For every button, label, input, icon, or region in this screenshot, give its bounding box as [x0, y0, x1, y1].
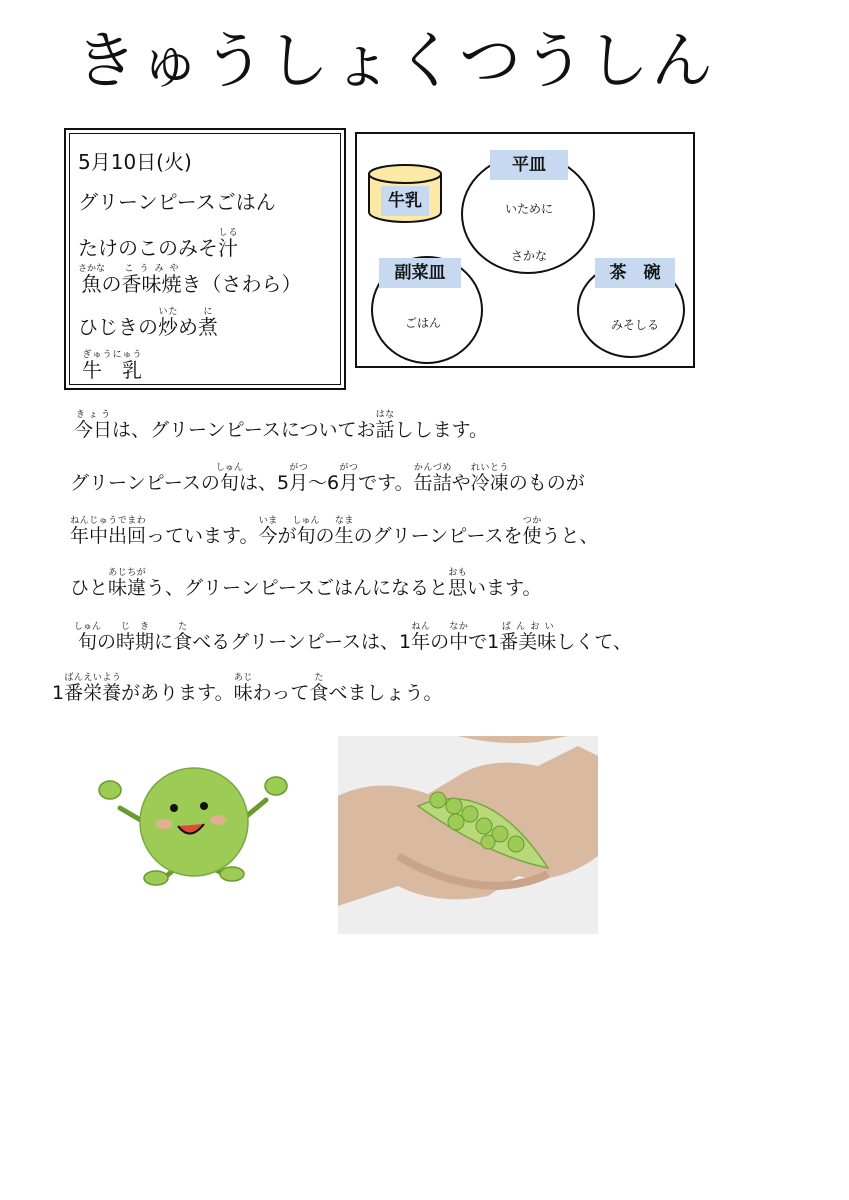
text-segment: は、グリーンピースについてお	[112, 419, 376, 441]
text-segment: き（さわら）	[181, 272, 302, 296]
text-segment: ひじきの	[78, 315, 158, 339]
text-segment: っています。	[146, 525, 259, 547]
menu-item-2	[78, 228, 238, 258]
ruby-word: 冷凍れいとう	[470, 463, 509, 494]
ruby-word: 旬しゅん	[74, 622, 102, 653]
hirazara-label: 平皿	[490, 150, 568, 180]
text-segment: で1	[468, 631, 500, 653]
ruby-word: 今いま	[258, 516, 278, 547]
paragraph-line-2	[70, 463, 585, 493]
text-segment: う、グリーンピースごはんになると	[146, 577, 448, 599]
menu-item-2-text: たけのこのみそ	[78, 236, 218, 260]
tray-diagram	[355, 132, 695, 368]
fukusaizara-label: 副菜皿	[379, 258, 461, 288]
menu-item-4	[78, 307, 218, 337]
ruby-word: 牛 乳ぎゅうにゅう	[82, 350, 142, 382]
text-segment: のものが	[508, 472, 585, 494]
text-segment: べましょう。	[328, 682, 443, 704]
ruby-word: 味あじ	[233, 673, 253, 704]
ruby-word: 炒いた	[158, 307, 178, 339]
pea-pod-photo	[338, 736, 598, 934]
text-segment: は、5	[238, 472, 290, 494]
ruby-word: 魚さかな	[78, 264, 106, 296]
text-segment: しします。	[394, 419, 489, 441]
menu-date: 5月10日(火)	[78, 150, 192, 174]
menu-item-1: グリーンピースごはん	[78, 190, 276, 214]
ruby-word: 話はな	[375, 410, 395, 441]
text-segment: のグリーンピースを	[353, 525, 523, 547]
text-segment: べるグリーンピースは、1	[192, 631, 412, 653]
page-title: きゅうしょくつうしん	[75, 24, 716, 97]
ruby-word: 月がつ	[339, 463, 359, 494]
paragraph-line-5	[74, 622, 632, 652]
text-segment: しくて、	[556, 631, 632, 653]
paragraph-line-1	[74, 410, 488, 440]
menu-item-2-kanji: 汁	[218, 236, 238, 260]
text-segment: です。	[358, 472, 414, 494]
ruby-word: 生なま	[334, 516, 354, 547]
ruby-word: 番美味ばんおい	[499, 622, 557, 653]
text-segment: グリーンピースの	[70, 472, 220, 494]
text-segment: や	[451, 472, 471, 494]
text-segment: の	[315, 525, 335, 547]
ruby-word: 香味焼こうみや	[121, 264, 182, 296]
ruby-word: 食た	[173, 622, 193, 653]
menu-item-3	[78, 264, 302, 294]
menu-item-5	[82, 350, 142, 380]
ruby-word: 缶詰かんづめ	[413, 463, 452, 494]
text-segment: ～6	[308, 472, 340, 494]
text-segment: ひと	[70, 577, 109, 599]
ruby-word: 中なか	[449, 622, 469, 653]
hirazara-text-bottom: さかな	[511, 249, 548, 263]
ruby-word: 味違あじちが	[108, 568, 147, 599]
chawan-text: みそしる	[611, 318, 660, 332]
text-segment: わって	[252, 682, 310, 704]
text-segment: が	[277, 525, 297, 547]
paragraph-line-4	[70, 568, 541, 598]
ruby-word: 思おも	[447, 568, 467, 599]
ruby-word: 旬しゅん	[292, 516, 320, 547]
pea-character-icon	[92, 760, 292, 890]
fukusaizara-text: ごはん	[405, 316, 442, 330]
chawan-label: 茶 碗	[595, 258, 675, 288]
ruby-word: 年中出回ねんじゅうでまわ	[70, 516, 147, 547]
ruby-word: 番栄養ばんえいよう	[64, 673, 122, 704]
text-segment: うと、	[541, 525, 599, 547]
paragraph-line-6	[52, 673, 442, 703]
ruby-word: 食た	[309, 673, 329, 704]
milk-label: 牛乳	[381, 186, 429, 216]
ruby-word: 煮に	[198, 307, 218, 339]
text-segment: の	[101, 272, 122, 296]
text-segment: の	[97, 631, 117, 653]
ruby-word: 時期じき	[116, 622, 155, 653]
ruby-word: 旬しゅん	[215, 463, 243, 494]
paragraph-line-3	[70, 516, 599, 546]
hirazara-text-top: いために	[505, 202, 554, 216]
menu-item-2-ruby: しる	[218, 228, 238, 238]
text-segment: います。	[466, 577, 542, 599]
text-segment: 1	[52, 682, 65, 704]
menu-box	[64, 128, 346, 390]
text-segment: があります。	[121, 682, 234, 704]
ruby-word: 今日きょう	[74, 410, 113, 441]
ruby-word: 使つか	[522, 516, 542, 547]
text-segment: め	[178, 315, 198, 339]
ruby-word: 月がつ	[289, 463, 309, 494]
text-segment: の	[430, 631, 450, 653]
ruby-word: 年ねん	[411, 622, 431, 653]
text-segment: に	[154, 631, 174, 653]
